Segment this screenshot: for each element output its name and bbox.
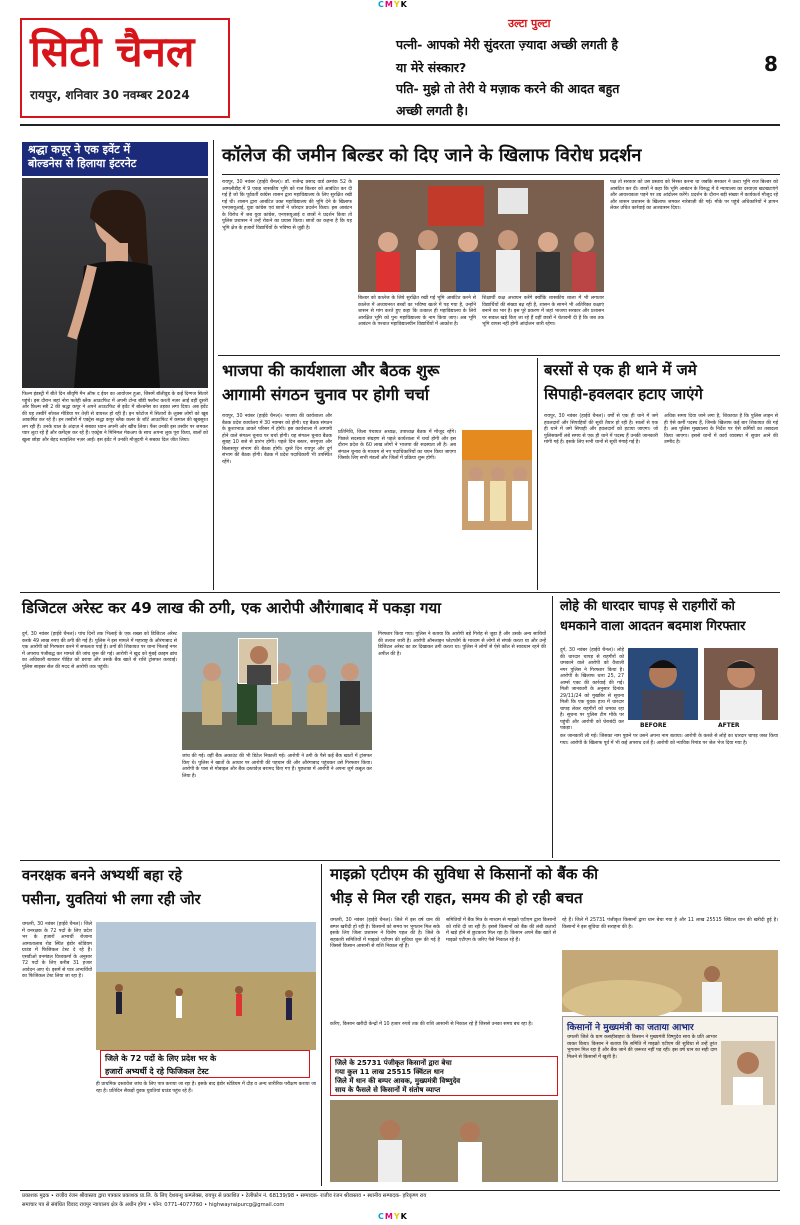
story2-col2: बिल्डर को कालेज के लिये सुरक्षित रखी गई भूमि आबंटित करने से कालेज में अध्ययनरत बच्चों का भविष्य खतरे में पड़ गया है, उन्होंने शासन से मांग करते हुए कहा कि तत्काल ही महाविद्यालय के लिये आरक्षित भूमि को पुनः महाविद्यालय के नाम किया जाए। अब भूमि आबंटन के पश्चात महाविद्यालयीन विद्यार्थियों में आक्रोश है। (358, 296, 476, 327)
story6-col1: दुर्ग, 30 नवंबर (हाईवे चैनल)। लोहे की धारदार चापड़ से राहगीरों को धमकाने वाले आरोपी को वैशाली नगर पुलिस ने गिरफ्तार किया है। आरोपी के खिलाफ धारा 25, 27 आर्म्स एक्ट की कार्रवाई की गई। मिली जानकारी के अनुसार दिनांक 29/11/24 को मुखबिर से सूचना मिली कि एक युवक हाथ में धारदार चापड़ लेकर राहगीरों को धमका रहा है। सूचना पर पुलिस टीम मौके पर पहुंची और आरोपी को घेराबंदी कर पकड़ा। (560, 648, 624, 731)
masthead-divider (20, 124, 780, 126)
story6-headline-2: धमकाने वाला आदतन बदमाश गिरफ्तार (560, 619, 746, 634)
story7-caption-box (100, 1050, 310, 1078)
divider-v3 (552, 596, 553, 858)
story5-headline: डिजिटल अरेस्ट कर 49 लाख की ठगी, एक आरोपी औरंगाबाद में पकड़ा गया (22, 599, 442, 617)
fact-line-4: साय के फैसले से किसानों में संतोष व्याप्त (335, 1086, 441, 1094)
story3-headline-1: भाजपा की कार्यशाला और बैठक शुरू (222, 361, 440, 380)
story5-col3: गिरफ्तार किया गया। पुलिस ने बताया कि आरोपी बड़े गिरोह से जुड़ा है और उसके अन्य साथियों की तलाश जारी है। आरोपी ऑनलाइन प्लेटफॉर्म के माध्यम से लोगों से संपर्क करता था और उन्हें डिजिटल अरेस्ट का डर दिखाकर ठगी करता था। पुलिस ने लोगों से ऐसे कॉल से सावधान रहने की अपील की है। (378, 632, 546, 657)
story8-headline-1: माइक्रो एटीएम की सुविधा से किसानों को बैंक की (330, 865, 598, 883)
story8-col1: धमतरी, 30 नवंबर (हाईवे चैनल)। जिले में इस वर्ष धान की बम्पर खरीदी हो रही है। किसानों को समय पर भुगतान मिल सके इसके लिए जिला प्रशासन ने विशेष पहल की है। जिले के सहकारी समितियों में माइक्रो एटीएम की सुविधा शुरू की गई है जिससे किसान आसानी से राशि निकाल रहे हैं। (330, 918, 440, 949)
story8-col2: समितियों में बैंक मित्र के माध्यम से माइक्रो एटीएम द्वारा किसानों को राशि दी जा रही है। इससे किसानों को बैंक की लंबी कतारों में खड़े होने से छुटकारा मिल रहा है। किसान अपने बैंक खाते से माइक्रो एटीएम के जरिए पैसे निकाल रहे हैं। (446, 918, 556, 943)
humor-line-2: या मेरे संस्कार? (396, 60, 467, 75)
fact-line-2: गया कुल 11 लाख 25515 क्विंटल धान (335, 1068, 444, 1076)
story3-col2: प्रतिनिधि, जिला पंचायत अध्यक्ष, उपाध्यक्ष बैठक में मौजूद रहेंगे। पिछले सदस्यता संग्रहण से पहले कार्यशाला में चर्चा होगी और इस दौरान प्रदेश के 60 लाख लोगों ने भाजपा की सदस्यता ली है। अब संगठन चुनाव के माध्यम से नए पदाधिकारियों का चयन किया जाएगा जिसके लिए सभी मंडलों और जिलों में प्रक्रिया शुरू होगी। (338, 430, 456, 461)
divider-h3 (20, 860, 780, 861)
story1-photo (22, 178, 208, 388)
story4-col1: रायपुर, 30 नवंबर (हाईवे चैनल)। वर्षों से एक ही थाने में जमे हवलदारों और सिपाहियों की सूची तैयार हो रही है। सालों से एक ही थाने में जमे सिपाही और हवलदारों को हटाया जाएगा। जो पुलिसकर्मी लंबे समय से एक ही थाने में पदस्थ हैं उनकी जानकारी मांगी गई है। इसके लिए सभी थानों से सूची मंगाई गई है। (544, 414, 658, 445)
humor-line-1: पत्नी- आपको मेरी सुंदरता ज़्यादा अच्छी लगती है (396, 37, 619, 52)
fact-line-1: जिले के 25731 पंजीकृत किसानों द्वारा बेचा (335, 1059, 452, 1067)
story8-photo (562, 950, 778, 1012)
story8-col4: करिए, किसान खरीदी केन्द्रों में 10 हजार रुपये तक की राशि आसानी से निकाल रहे हैं जिससे उनका समय बच रहा है। (330, 1022, 533, 1027)
divider-v2 (537, 358, 538, 590)
story4-headline-2: सिपाही-हवलदार हटाए जाएंगे (544, 385, 703, 403)
story6-before-label: BEFORE (640, 722, 667, 729)
divider-v1 (213, 140, 214, 590)
story2-photo (358, 180, 604, 292)
story5-col2: जांच की गई। वहीं बैंक अकाउंट की भी डिटेल निकाली गई। आरोपी ने ठगी के पैसे कई बैंक खातों में ट्रांसफर किए थे। पुलिस ने खातों के आधार पर आरोपी की पहचान की और औरंगाबाद पहुंचकर उसे गिरफ्तार किया। आरोपी के पास से मोबाइल और बैंक दस्तावेज़ बरामद किए गए हैं। पूछताछ में आरोपी ने अपना जुर्म कबूल कर लिया है। (182, 754, 372, 779)
divider-h1 (218, 355, 780, 356)
story6-photo-before (628, 648, 698, 720)
story8-headline-2: भीड़ से मिल रही राहत, समय की हो रही बचत (330, 889, 583, 907)
story3-col1: रायपुर, 30 नवंबर (हाईवे चैनल)। भाजपा की कार्यशाला और बैठक प्रदेश कार्यालय में 30 नवम्बर को होगी। यह बैठक संगठन के कुशाभाऊ ठाकरे परिसर में होगी। इस कार्यशाला में आगामी होने वाले संगठन चुनाव पर चर्चा होगी। यह संगठन चुनाव बैठक सुबह 10 बजे से प्रारंभ होगी। पहले दिन बस्तर, सरगुजा और बिलासपुर संभाग की बैठक होगी। दूसरे दिन रायपुर और दुर्ग संभाग की बैठक होगी। बैठक में प्रदेश पदाधिकारी भी उपस्थित रहेंगे। (222, 414, 332, 465)
story2-headline: कॉलेज की जमीन बिल्डर को दिए जाने के खिलाफ विरोध प्रदर्शन (222, 145, 642, 166)
masthead-title: सिटी चैनल (30, 27, 195, 76)
humor-line-4: अच्छी लगती है। (396, 103, 469, 118)
story7-col1: धमतरी, 30 नवंबर (हाईवे चैनल)। जिले में वनरक्षक के 72 पदों के लिए प्रदेश भर के हजारों अभ्यर्थी रोजाना आमातालाब रोड स्थित इंडोर स्टेडियम ग्राउंड में फिजिकल टेस्ट दे रहे हैं। एसडीओ वनमंडल विश्वकर्मा के अनुसार 72 पदों के लिए करीब 31 हजार आवेदन आए थे। इसमें से पात्र अभ्यर्थियों का फिजिकल टेस्ट लिया जा रहा है। (22, 922, 92, 979)
story1-headline-1: श्रद्धा कपूर ने एक इवेंट में (28, 143, 131, 156)
cmyk-mark-top: CMYK (378, 0, 408, 9)
fact-line-3: जिले में धान की बम्पर आवक, मुख्यमंत्री विष्णुदेव (335, 1077, 461, 1085)
story2-underline (222, 174, 780, 175)
sidebar-photo (721, 1041, 775, 1105)
story3-photo (462, 430, 532, 530)
humor-line-3: पति- मुझे तो तेरी ये मज़ाक करने की आदत बहुत (396, 81, 620, 96)
story8-photo-2 (330, 1100, 558, 1182)
page-number: 8 (764, 52, 778, 76)
story4-headline-1: बरसों से एक ही थाने में जमे (544, 361, 697, 379)
story7-headline-2: पसीना, युवतियां भी लगा रही जोर (22, 892, 201, 908)
story6-headline-1: लोहे की धारदार चापड़ से राहगीरों को (560, 599, 735, 614)
story5-col1: दुर्ग, 30 नवंबर (हाईवे चैनल)। पांच दिनों तक भिलाई के एक शख्स को डिजिटल अरेस्ट करके 49 लाख रुपए की ठगी की गई है। पुलिस ने इस मामले में महाराष्ट्र के औरंगाबाद से एक आरोपी को गिरफ्तार करने में सफलता पाई है। ठगों की शिकायत पर थाना भिलाई नगर में अपराध पंजीबद्ध कर मामले की जांच शुरू की गई। आरोपी ने खुद को मुंबई क्राइम ब्रांच का अधिकारी बताकर पीड़ित को डराया और उसके बैंक खाते से राशि ट्रांसफर करवाई। पुलिस साइबर सेल की मदद से आरोपी तक पहुंची। (22, 632, 177, 670)
sidebar-body: धमतरी जिले के ग्राम कसहीबाहरा के किसान ने मुख्यमंत्री विष्णुदेव साय के प्रति आभार व्यक्त किया। किसान ने बताया कि समिति में माइक्रो एटीएम की सुविधा से उन्हें तुरंत भुगतान मिल रहा है और बैंक जाने की ज़रूरत नहीं पड़ रही। इस वर्ष धान का सही दाम मिलने से किसानों में खुशी है। (567, 1035, 717, 1060)
story4-col2: अधिक समय दिया जाने लगा है, शिकायत है कि पुलिस लाइन से ही ऐसे कर्मी पदस्थ हैं, जिनके खिलाफ कई बार शिकायत की गई है। अब पुलिस मुख्यालय के निर्देश पर ऐसे कर्मियों का तबादला किया जाएगा। इससे थानों में कार्य व्यवस्था में सुधार आने की उम्मीद है। (664, 414, 778, 445)
story3-headline-2: आगामी संगठन चुनाव पर होगी चर्चा (222, 385, 430, 404)
footer-text: प्रकाशक मुद्रक • राजीव रंजन श्रीवास्तव द्वारा पत्रकार प्रकाशक प्रा.लि. के लिए देशबन्धु कम्प्लेक्स, रायपुर से प्रकाशित • टेलीफ़ोन नं. 68139/98 • सम्पादक- राजीव रंजन श्रीवास्तव • स्थानीय सम्पादक- हरिकृष्ण राय (22, 1193, 427, 1199)
cmyk-mark-bottom: CMYK (378, 1212, 408, 1221)
sidebar-box (562, 1016, 778, 1182)
story6-after-label: AFTER (718, 722, 740, 729)
masthead (20, 18, 230, 118)
divider-h2 (20, 592, 780, 593)
humor-box (388, 17, 748, 118)
story2-col3: शिक्षार्थी कक्ष अध्ययन करेंगे क्योंकि शासकीय शाला में भी लगातार विद्यार्थियों की संख्या बढ़ रही है, शासन के सामने भी अतिरिक्त कक्षाएं बनाने का भार है। इस पूरे प्रकरण में जहां भाजपा सरकार और प्रशासन पर सवाल खड़े किए जा रहे हैं वहीं छात्रों ने चेतावनी दी है कि जब तक भूमि वापस नहीं होगी आंदोलन जारी रहेगा। (482, 296, 604, 327)
story7-headline-1: वनरक्षक बनने अभ्यर्थी बहा रहे (22, 868, 183, 884)
story6-col2: कर जानकारी ली गई। जिसका नाम पूछने पर उसने अपना नाम बताया। आरोपी के कब्जे से लोहे का धारदार चापड़ जब्त किया गया। आरोपी के खिलाफ पूर्व में भी कई अपराध दर्ज हैं। आरोपी को न्यायिक रिमांड पर जेल भेज दिया गया है। (560, 734, 778, 746)
story8-col3: रहे हैं। जिले में 25731 पंजीकृत किसानों द्वारा धान बेचा गया है और 11 लाख 25515 क्विंटल धान की खरीदी हुई है। किसानों ने इस सुविधा की सराहना की है। (562, 918, 778, 930)
story6-photo-after (704, 648, 778, 720)
story7-col2: ही प्राथमिक दस्तावेज जांच के लिए पात्र कराया जा रहा है। इसके बाद इंडोर स्टेडियम में दौड़ व अन्य शारीरिक परीक्षण कराया जा रहा है। प्रतिदिन सैकड़ों युवक युवतियां ग्राउंड पहुंच रहे हैं। (96, 1082, 316, 1094)
story7-caption-line1: जिले के 72 पदों के लिए प्रदेश भर के (105, 1054, 217, 1063)
footer-text-2: समाचार पत्र से संबंधित विवाद रायपुर न्यायालय क्षेत्र के अधीन होगा • फोन: 0771-4077760 • highwayraipurcg@gmail.com (22, 1202, 285, 1208)
divider-v4 (321, 864, 322, 1186)
footer-rule (20, 1190, 780, 1191)
story7-photo (96, 922, 316, 1050)
story1-headline-2: बोल्डनेस से हिलाया इंटरनेट (28, 157, 137, 170)
story8-fact-box (330, 1056, 558, 1096)
story7-caption-line2: हजारों अभ्यर्थी दे रहे फिजिकल टेस्ट (105, 1067, 209, 1076)
story5-photo-2 (238, 638, 278, 684)
story2-col1: रायपुर, 30 नवंबर (हाईवे चैनल)। डॉ. राजेन्द्र प्रसाद वार्ड क्रमांक 52 के आमलीडीह में 9 एकड़ शासकीय भूमि को राज बिल्डर को आबंटित कर दी गई है जो कि पूर्ववर्ती कांग्रेस शासन द्वारा महाविद्यालय के लिए सुरक्षित रखी गई थी। शासन द्वारा आबंटित उक्त महाविद्यालय की भूमि देने के खिलाफ एनएसयूआई, युवा कांग्रेस एवं छात्रों ने जोरदार प्रदर्शन किया। इस आबंटन के विरोध में जब युवा कांग्रेस, एनएसयूआई व छात्रों ने प्रदर्शन किया तो पुलिस प्रशासन ने उन्हें रोकने का प्रयास किया। छात्रों का कहना है कि यह भूमि क्षेत्र के हजारों विद्यार्थियों के भविष्य से जुड़ी है। (222, 180, 352, 231)
story2-col4: पक्ष तो सरकार को उस प्रस्ताव को निरस्त करना था जबकि सरकार ने उल्टा भूमि राज बिल्डर को आबंटित कर दी। छात्रों ने कहा कि भूमि आबंटन के विरुद्ध में वे न्यायालय का दरवाज़ा खटखटाएंगे और आवश्यकता पड़ने पर उग्र आंदोलन करेंगे। प्रदर्शन के दौरान बड़ी संख्या में कार्यकर्ता मौजूद रहे और शासन प्रशासन के खिलाफ जमकर नारेबाज़ी की गई। मौके पर पहुंचे अधिकारियों ने ज्ञापन लेकर उचित कार्रवाई का आश्वासन दिया। (610, 180, 778, 211)
sidebar-title: किसानों ने मुख्यमंत्री का जताया आभार (567, 1023, 694, 1033)
masthead-dateline: रायपुर, शनिवार 30 नवम्बर 2024 (30, 88, 190, 102)
story1-body: फिल्म इंडस्ट्री में बीते दिन श्रीवृषि मैन ऑफ द ईयर का आयोजन हुआ, जिसमें बॉलीवुड के कई दिग्गज सितारे पहुंचे। इस दौरान जहां नोरा फतेही ब्लैक आउटफिट में अपनी टोन्ड बॉडी फ्लॉन्ट करती नज़र आईं वहीं दूसरी ओर फ़िल्म स्त्री 2 की श्रद्धा कपूर ने अपने आउटफिट से इवेंट में बोल्डनेस का तड़का लगा दिया। अब इवेंट की यह तस्वीरें सोशल मीडिया पर तेज़ी से वायरल हो रही हैं। इन फोटोज में सितारों के लुक्स लोगों को खूब आकर्षित कर रहे हैं। इन तस्वीरों में एक्ट्रेस श्रद्धा कपूर ब्लैक कलर के शॉर्ट आउटफिट में कमाल की खूबसूरत लग रही हैं। उनके चाल के अंदाज़ ने सबका ध्यान अपनी ओर खींच लिया। फैंस उनकी इस तस्वीर पर जमकर प्यार लुटा रहे हैं और कमेंट्स कर रहे हैं। एक्ट्रेस ने मिनिमल मेकअप के साथ अपना लुक पूरा किया, बालों को खुला छोड़ा और बेहद स्टाइलिश नज़र आईं। इस इवेंट में उनकी मौजूदगी ने सबका दिल जीत लिया। (22, 392, 208, 443)
humor-label: उल्टा पुल्टा (508, 17, 551, 30)
